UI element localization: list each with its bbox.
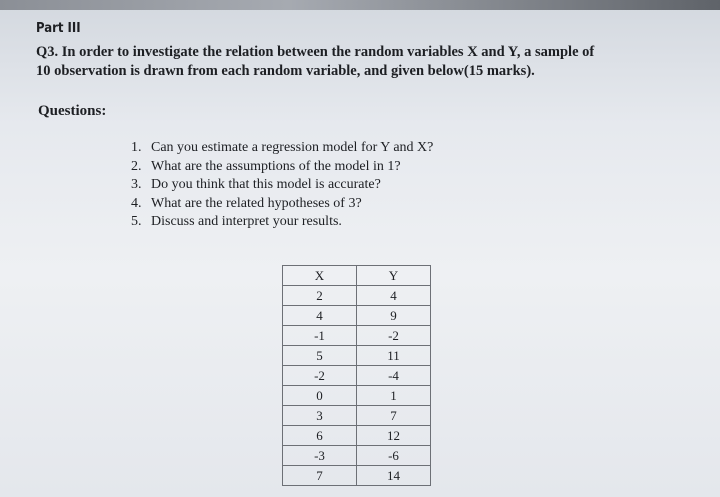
column-header-x: X	[283, 266, 357, 286]
question-number: 5.	[131, 214, 142, 229]
questions-heading: Questions:	[38, 103, 107, 119]
x-cell: 4	[283, 306, 357, 326]
y-cell: 14	[357, 466, 431, 486]
question-item	[131, 140, 433, 159]
y-cell: 9	[357, 306, 431, 326]
table-row	[283, 466, 431, 486]
table-row	[283, 366, 431, 386]
question-text: Can you estimate a regression model for Y and X?	[151, 140, 434, 155]
table-row	[283, 346, 431, 366]
question-item	[131, 177, 433, 196]
x-cell: 2	[283, 286, 357, 306]
y-cell: -6	[357, 446, 431, 466]
x-cell: 6	[283, 426, 357, 446]
part-title: Part III	[36, 21, 81, 36]
x-cell: 0	[283, 386, 357, 406]
column-header-y: Y	[357, 266, 431, 286]
question-item	[131, 214, 433, 233]
x-cell: -3	[283, 446, 357, 466]
table-row	[283, 286, 431, 306]
y-cell: -4	[357, 366, 431, 386]
questions-list	[131, 140, 433, 233]
question-text: What are the related hypotheses of 3?	[151, 195, 362, 211]
y-cell: -2	[357, 326, 431, 346]
question-number: 2.	[131, 158, 142, 174]
y-cell: 11	[357, 346, 431, 366]
table-row	[283, 426, 431, 446]
question-text-line-1: Q3. In order to investigate the relation between the random variables X and Y, a sample of	[36, 44, 595, 60]
x-cell: 7	[283, 466, 357, 486]
x-cell: -2	[283, 366, 357, 386]
question-text-line-2: 10 observation is drawn from each random variable, and given below(15 marks).	[36, 63, 535, 79]
table-row	[283, 326, 431, 346]
y-cell: 4	[357, 286, 431, 306]
x-cell: 3	[283, 406, 357, 426]
table-row	[283, 406, 431, 426]
question-number: 4.	[131, 195, 142, 211]
question-item	[131, 159, 433, 178]
table-row	[283, 386, 431, 406]
question-number: 3.	[131, 177, 142, 192]
y-cell: 12	[357, 426, 431, 446]
table-header-row	[283, 266, 431, 286]
question-text: What are the assumptions of the model in 1?	[151, 158, 401, 174]
question-item	[131, 196, 433, 215]
y-cell: 7	[357, 406, 431, 426]
x-cell: -1	[283, 326, 357, 346]
question-text: Do you think that this model is accurate?	[151, 177, 381, 192]
table-row	[283, 446, 431, 466]
question-number: 1.	[131, 140, 142, 155]
y-cell: 1	[357, 386, 431, 406]
xy-data-table	[282, 265, 431, 486]
x-cell: 5	[283, 346, 357, 366]
table-row	[283, 306, 431, 326]
question-text: Discuss and interpret your results.	[151, 214, 342, 229]
